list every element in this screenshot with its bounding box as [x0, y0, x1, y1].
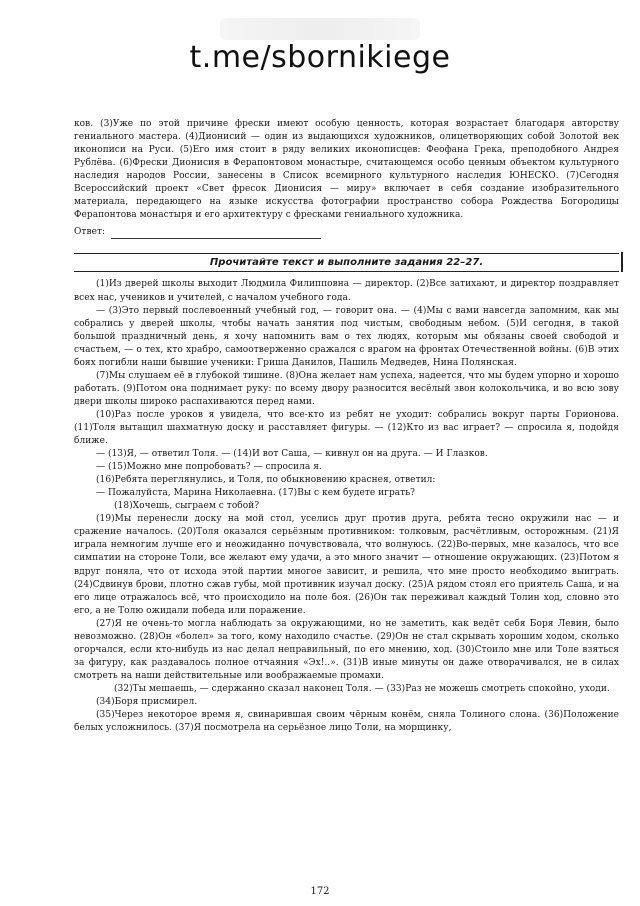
header-edge-mark — [621, 252, 623, 272]
text-paragraph: — (13)Я, — ответил Толя. — (14)И вот Саша, — кивнул он на друга. — И Глазков. — [96, 449, 488, 460]
answer-label: Ответ: — [74, 227, 106, 238]
page-number: 172 — [310, 886, 330, 897]
text-body — [74, 118, 619, 735]
text-paragraph: (35)Через некоторое время я, свинарившая своим чёрным конём, сняла Толиного слона. (36)Положение белых усложнилось. (37)Я посмотрела на серьёзное лицо Толи, на морщинку, — [74, 710, 619, 734]
text-paragraph: — (15)Можно мне попробовать? — спросила я. — [96, 462, 322, 473]
channel-watermark-url[interactable]: t.me/sbornikiege — [189, 40, 451, 75]
text-paragraph: (7)Мы слушаем её в глубокой тишине. (8)Она желает нам успеха, надеется, что мы будем упорно и хорошо работать. (9)Потом она поднимает руку: по всему двору разносится весёлый звон колокольчика, и во всю зову двери школы широко распахиваются перед нами. — [74, 370, 619, 407]
text-paragraph: — (3)Это первый послевоенный учебный год, — говорит она. — (4)Мы с вами навсегда запомним, как мы собрались у дверей школы, чтобы начать занятия под чистым, свободным небом. (5)И сегодня, в такой большой праздничный день, я хочу напомнить вам о тех людях, которым мы обязаны своей свободой и счастьем, — о тех, кто храбро, самоотверженно сражался с врагом на фронтах Отечественной войны. (6)В этих боях погибли наши бывшие ученики: Гриша Данилов, Пашиль Медведев, Нина Полянская. — [74, 305, 619, 368]
answer-line — [111, 230, 321, 239]
text-paragraph: — Пожалуйста, Марина Николаевна. (17)Вы с кем будете играть? — [96, 488, 416, 499]
answer-row — [74, 226, 619, 239]
text-paragraph: (34)Боря присмирел. — [96, 696, 198, 707]
task-instruction-text: Прочитайте текст и выполните задания 22–27. — [209, 257, 484, 269]
previous-text-paragraph: ков. (3)Уже по этой причине фрески имеют особую ценность, которая возрастает благодаря авторству гениального мастера. (4)Дионисий — один из выдающихся художников, олицетворяющих собой Золотой век иконописи на Руси. (5)Его имя стоит в ряду великих иконописцев: Феофана Грека, преподобного Андрея Рублёва. (6)Фрески Дионисия в Ферапонтовом монастыре, считающемся особо ценным объектом культурного наследия народов России, занесены в Список всемирного культурного наследия ЮНЕСКО. (7)Сегодня Всероссийский проект «Свет фресок Дионисия — миру» включает в себя создание изобразительного материала, передающего на языке искусства фотографии пространство собора Рождества Богородицы Ферапонтова монастыря и его архитектуру с фресками гениального художника. — [74, 119, 619, 221]
text-paragraph: (18)Хочешь, сыграем с тобой? — [114, 501, 260, 512]
text-paragraph: (27)Я не очень-то могла наблюдать за окружающими, но не заметить, как ведёт себя Боря Левин, было невозможно. (28)Он «болел» за того, кому находило счастье. (29)Он не стал скрывать хорошим ходом, сколько огорчался, если кто-нибудь из нас делал неправильный, по его мнению, ход. (30)Стоило мне или Толе взяться за фигуру, как раздавалось полное отчаяния «Эх!..». (31)В иные минуты он даже отворачивался, не в силах смотреть на наши действительные или воображаемые промахи. — [74, 618, 619, 681]
task-instruction-header — [74, 253, 619, 272]
text-paragraph: (16)Ребята переглянулись, и Толя, по обыкновению краснея, ответил: — [96, 475, 436, 486]
reading-text — [74, 278, 619, 735]
watermark-ghost — [220, 18, 420, 40]
text-paragraph: (10)Раз после уроков я увидела, что все-кто из ребят не уходит: собрались вокруг парты Горионова. (11)Толя вытащил шахматную доску и расставляет фигуры. — (12)Кто из вас играет? — спросила я, подойдя ближе. — [74, 409, 619, 447]
text-paragraph: (19)Мы перенесли доску на мой стол, уселись друг против друга, ребята тесно окружили нас — и сражение началось. (20)Толя оказался серьёзным противником: толковым, расчётливым, осторожным. (21)Я играла немногим лучше его и неожиданно почувствовала, что волнуюсь. (22)Во-первых, мне казалось, что все симпатии на стороне Толи, все желают ему удачи, а это много значит — отношение окружающих. (23)Потом я вдруг поняла, что от исхода этой партии многое зависит, и решила, что мне просто необходимо выиграть. (24)Сдвинув брови, плотно сжав губы, мой противник изучал доску. (25)А рядом стоял его приятель Саша, и на его лице отражалось всё, что происходило на поле боя. (26)Он так переживал каждый Толин ход, словно это его, а не Толю ожидали победа или поражение. — [74, 514, 619, 616]
text-paragraph: (32)Ты мешаешь, — сдержанно сказал наконец Толя. — (33)Раз не можешь смотреть спокойно, уходи. — [114, 683, 610, 694]
text-paragraph: (1)Из дверей школы выходит Людмила Филипповна — директор. (2)Все затихают, и директор поздравляет всех нас, учеников и учителей, с началом учебного года. — [74, 279, 619, 303]
